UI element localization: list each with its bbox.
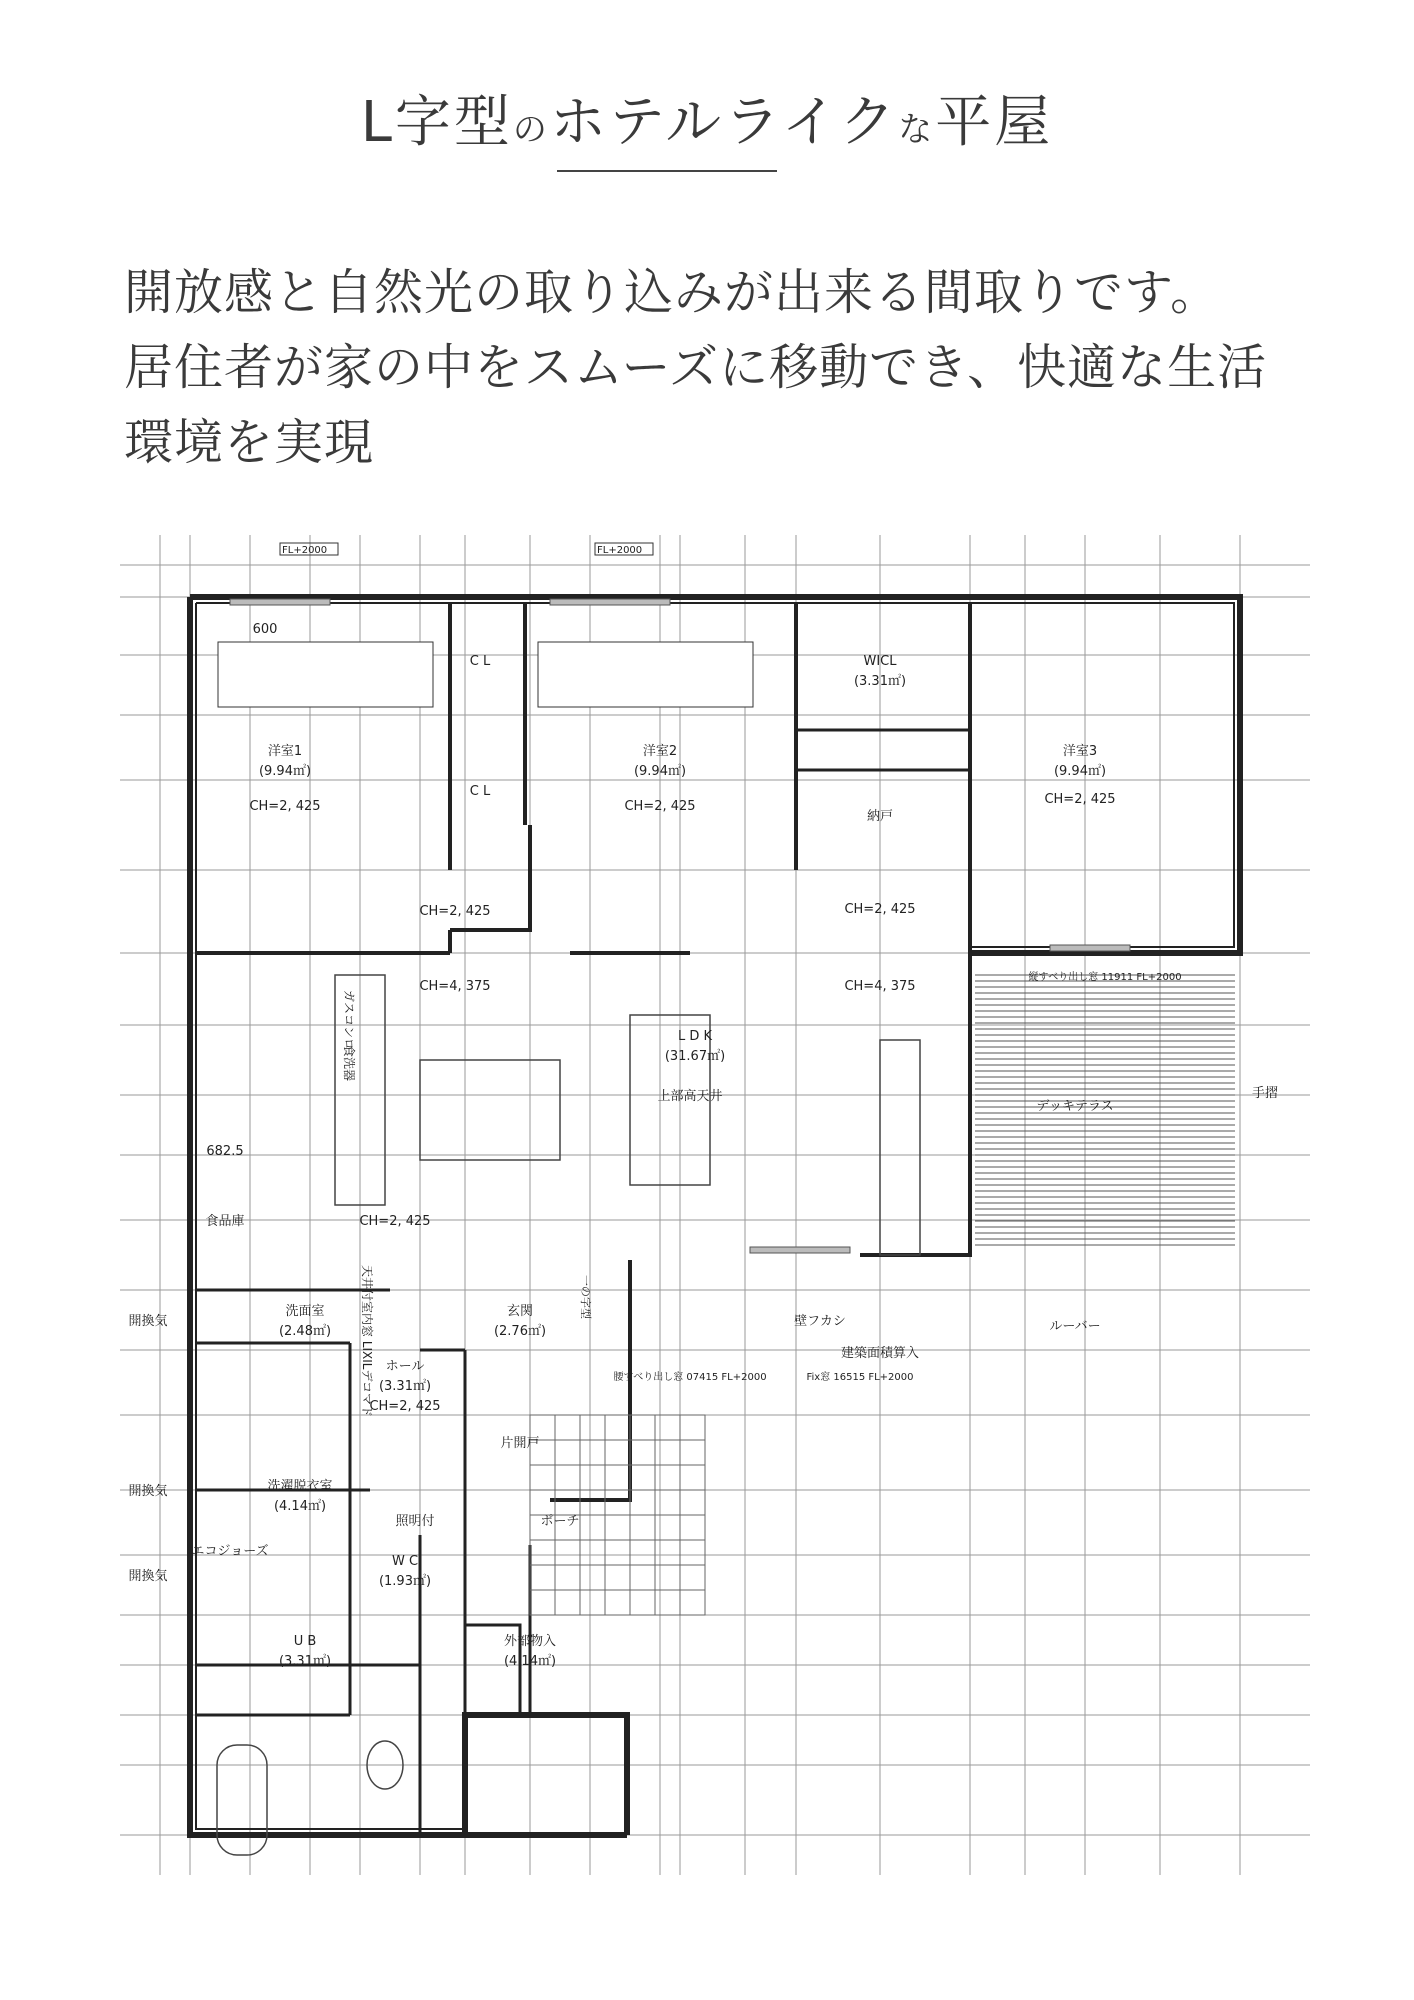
- info-tables: [218, 642, 753, 707]
- room-label: CH=2, 425: [249, 799, 321, 814]
- bathtub: [217, 1745, 267, 1855]
- porch-tile: [630, 1490, 655, 1515]
- room-label: ルーバー: [1049, 1319, 1101, 1334]
- porch-tile: [605, 1515, 630, 1540]
- window: [750, 1247, 850, 1253]
- porch-tile: [655, 1540, 680, 1565]
- room-label: 洋室1: [267, 744, 303, 759]
- lead-text: [124, 255, 1324, 480]
- room-label: ポーチ: [540, 1514, 580, 1529]
- lead-line: 居住者が家の中をスムーズに移動でき、快適な生活: [124, 339, 1268, 396]
- floor-plan: [120, 535, 1310, 1875]
- room-label: 食品庫: [205, 1214, 245, 1229]
- porch-tile: [655, 1515, 680, 1540]
- porch-tile: [655, 1565, 680, 1590]
- porch-tile: [555, 1590, 580, 1615]
- room-label: L D K: [677, 1029, 713, 1044]
- porch-tile: [680, 1590, 705, 1615]
- room-label: 外部物入: [503, 1634, 557, 1649]
- room-label: エコジョーズ: [191, 1544, 269, 1559]
- title-part: の: [512, 110, 550, 150]
- grid-lines: [120, 535, 1310, 1875]
- porch-tile: [530, 1565, 555, 1590]
- room-label: デッキテラス: [1036, 1099, 1114, 1114]
- lixil-label: 天井付室内窓 LIXILデコマド: [360, 1265, 374, 1418]
- room-label: 開換気: [128, 1569, 168, 1584]
- porch-tile: [680, 1465, 705, 1490]
- title-part: L字型: [360, 90, 513, 155]
- title-divider: [557, 170, 777, 172]
- porch-tile: [655, 1440, 680, 1465]
- room-label: (9.94㎡): [258, 764, 312, 779]
- room-label: CH=2, 425: [359, 1214, 431, 1229]
- porch-tile: [580, 1540, 605, 1565]
- porch-tile: [680, 1565, 705, 1590]
- window-note: 縦すべり出し窓 11911 FL+2000: [1028, 972, 1182, 983]
- porch-tile: [580, 1515, 605, 1540]
- ichi-label: 一の字型: [579, 1275, 592, 1319]
- porch-tile: [655, 1415, 680, 1440]
- porch-tile: [630, 1590, 655, 1615]
- room-label: (3.31㎡): [378, 1379, 432, 1394]
- dishwasher-label: 食洗器: [342, 1045, 356, 1082]
- porch-tile: [605, 1415, 630, 1440]
- room-label: (4.14㎡): [273, 1499, 327, 1514]
- room-label: CH=2, 425: [1044, 792, 1116, 807]
- porch-tile: [555, 1415, 580, 1440]
- window-note: 腰すべり出し窓 07415 FL+2000: [613, 1372, 767, 1383]
- room-label: 開換気: [128, 1314, 168, 1329]
- porch-tile: [680, 1490, 705, 1515]
- porch-tile: [555, 1540, 580, 1565]
- room-label: (2.48㎡): [278, 1324, 332, 1339]
- lead-line: 開放感と自然光の取り込みが出来る間取りです。: [124, 264, 1221, 321]
- porch-tile: [680, 1415, 705, 1440]
- room-label: 600: [252, 622, 278, 637]
- room-label: 壁フカシ: [794, 1314, 846, 1329]
- walls: [190, 597, 1240, 1835]
- window: [550, 599, 670, 605]
- porch-tile: [530, 1590, 555, 1615]
- porch-tile: [605, 1540, 630, 1565]
- room-label: CH=2, 425: [369, 1399, 441, 1414]
- title-part: な: [898, 110, 936, 150]
- room-label: 照明付: [395, 1514, 435, 1529]
- window-tag-label: FL+2000: [282, 545, 328, 556]
- info-table: [218, 642, 433, 707]
- room-label: CH=2, 425: [624, 799, 696, 814]
- porch-tile: [605, 1465, 630, 1490]
- room-label: WICL: [863, 654, 897, 669]
- porch-tile: [580, 1440, 605, 1465]
- window: [1050, 945, 1130, 951]
- room-label: (1.93㎡): [378, 1574, 432, 1589]
- room-label: CH=2, 425: [844, 902, 916, 917]
- porch-tile: [555, 1490, 580, 1515]
- room-label: 片開戸: [500, 1436, 540, 1451]
- room-label: 納戸: [866, 809, 894, 824]
- porch-tile: [555, 1565, 580, 1590]
- room-label: C L: [469, 784, 491, 799]
- porch-tile: [655, 1490, 680, 1515]
- room-label: C L: [469, 654, 491, 669]
- porch-tile: [680, 1515, 705, 1540]
- title-part: 平屋: [935, 90, 1054, 155]
- room-label: 682.5: [206, 1144, 244, 1159]
- porch-tile: [630, 1515, 655, 1540]
- porch-tile: [630, 1565, 655, 1590]
- porch-tile: [605, 1590, 630, 1615]
- room-label: (9.94㎡): [633, 764, 687, 779]
- room-label: CH=2, 425: [419, 904, 491, 919]
- room-label: (3.31㎡): [853, 674, 907, 689]
- room-label: (9.94㎡): [1053, 764, 1107, 779]
- room-label: 洋室2: [642, 744, 678, 759]
- porch-tile: [530, 1540, 555, 1565]
- window-tag-label: FL+2000: [597, 545, 643, 556]
- porch-tile: [555, 1440, 580, 1465]
- porch-tile: [655, 1590, 680, 1615]
- porch-tile: [580, 1465, 605, 1490]
- sofa: [880, 1040, 920, 1255]
- porch-tile: [605, 1565, 630, 1590]
- page-title: [0, 78, 1414, 158]
- porch-tile: [580, 1565, 605, 1590]
- room-label: (2.76㎡): [493, 1324, 547, 1339]
- room-label: 建築面積算入: [840, 1346, 920, 1361]
- porch-tile: [680, 1440, 705, 1465]
- porch-tile: [555, 1465, 580, 1490]
- porch-tile: [530, 1465, 555, 1490]
- dining-table: [420, 1060, 560, 1160]
- porch-tile: [580, 1415, 605, 1440]
- room-label: W C: [391, 1554, 419, 1569]
- room-labels: [128, 622, 1278, 1669]
- room-label: U B: [293, 1634, 317, 1649]
- window: [230, 599, 330, 605]
- room-label: 洗面室: [285, 1304, 325, 1319]
- info-table: [538, 642, 753, 707]
- room-label: ホール: [385, 1359, 425, 1374]
- room-label: (3.31㎡): [278, 1654, 332, 1669]
- room-label: 洋室3: [1062, 744, 1098, 759]
- porch-tile: [605, 1440, 630, 1465]
- room-label: 手摺: [1251, 1086, 1279, 1101]
- porch-tile: [630, 1440, 655, 1465]
- porch-tile: [630, 1415, 655, 1440]
- room-label: CH=4, 375: [844, 979, 916, 994]
- room-label: CH=4, 375: [419, 979, 491, 994]
- porch-tile: [630, 1540, 655, 1565]
- room-label: 上部高天井: [657, 1089, 723, 1104]
- lead-line: 環境を実現: [124, 414, 375, 471]
- room-label: 玄関: [506, 1304, 534, 1319]
- title-part: ホテルライク: [549, 90, 899, 155]
- gas-label: ガスコンロ: [342, 990, 356, 1051]
- porch-tile: [605, 1490, 630, 1515]
- porch-tile: [580, 1590, 605, 1615]
- porch-tile: [630, 1465, 655, 1490]
- window-note: Fix窓 16515 FL+2000: [806, 1372, 914, 1383]
- porch-tile: [530, 1490, 555, 1515]
- porch-tile: [580, 1490, 605, 1515]
- room-label: (31.67㎡): [664, 1049, 726, 1064]
- room-label: (4.14㎡): [503, 1654, 557, 1669]
- porch-tile: [655, 1465, 680, 1490]
- room-label: 開換気: [128, 1484, 168, 1499]
- porch-tile: [680, 1540, 705, 1565]
- room-label: 洗濯脱衣室: [267, 1479, 333, 1494]
